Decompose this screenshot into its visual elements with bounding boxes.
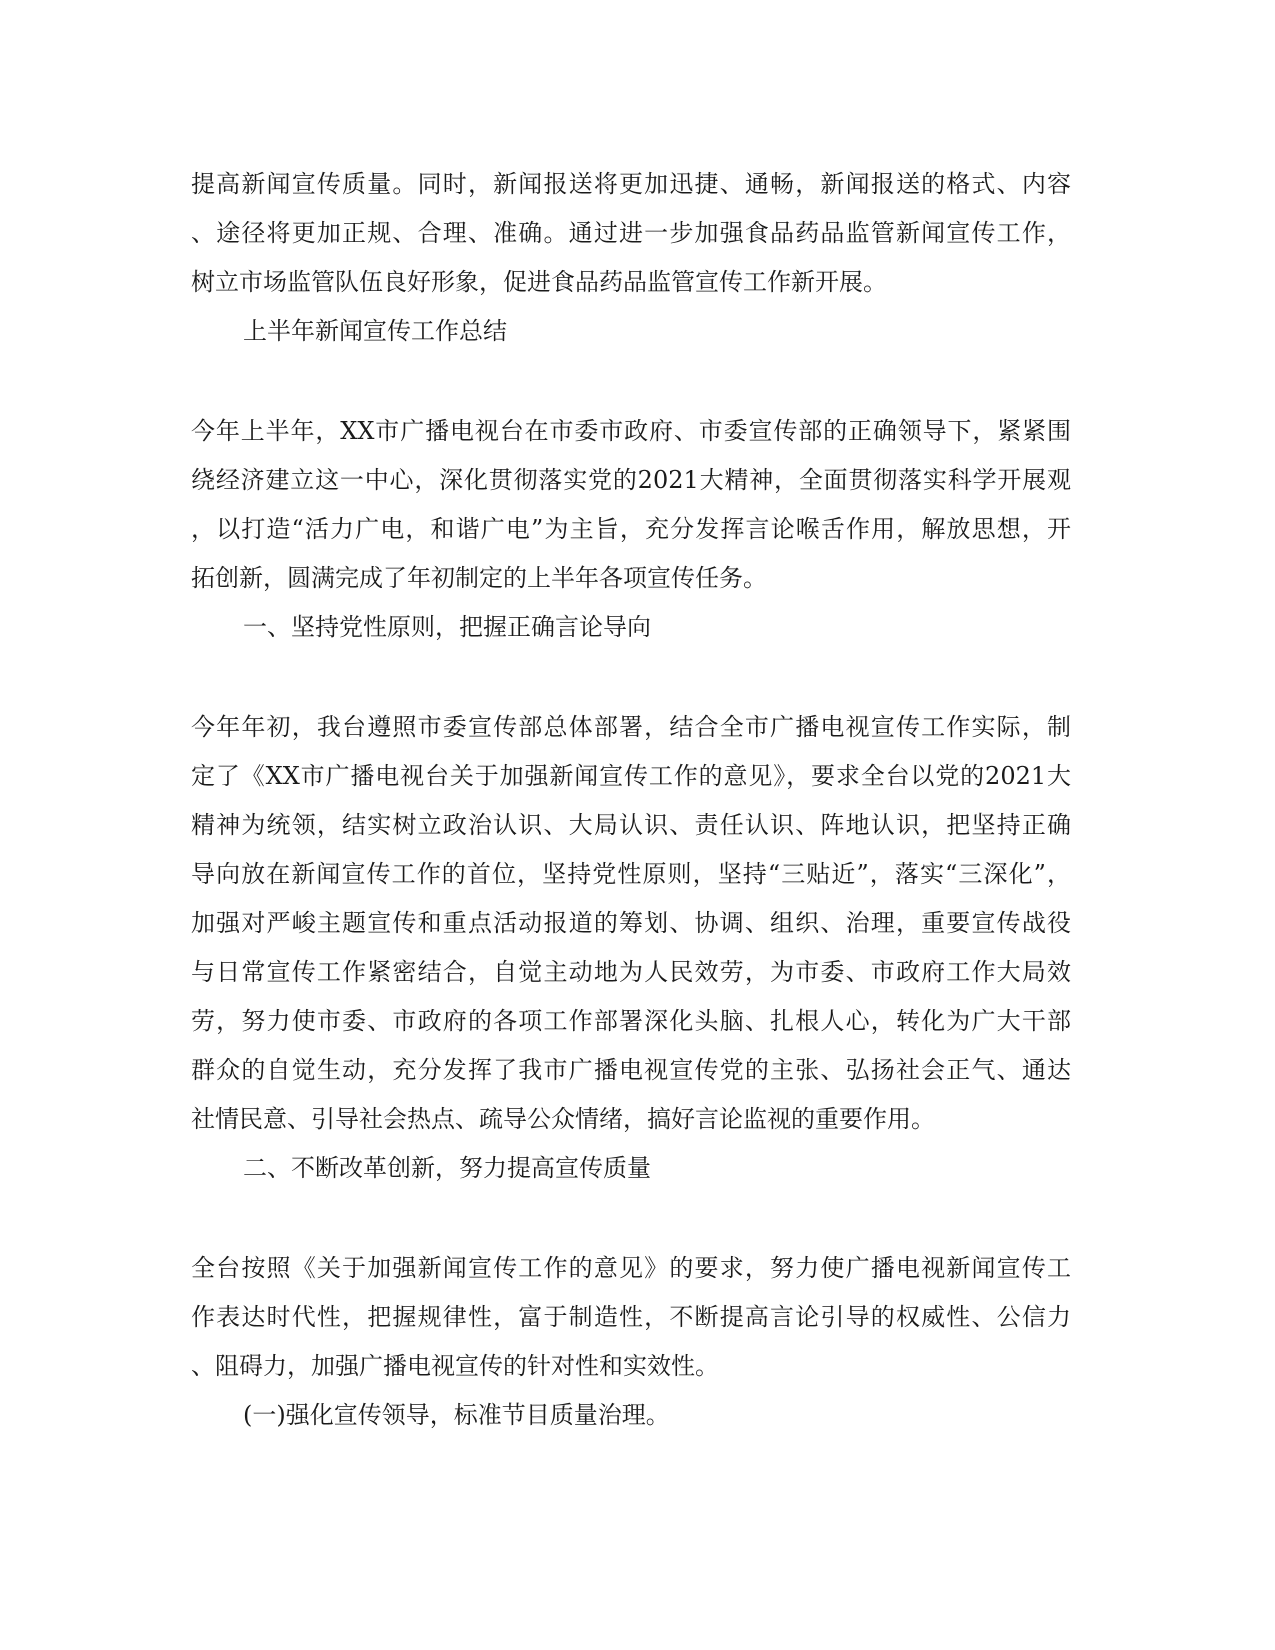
- section-heading-summary: 上半年新闻宣传工作总结: [243, 317, 507, 345]
- text-line: 作表达时代性，把握规律性，富于制造性，不断提高言论引导的权威性、公信力: [191, 1303, 1071, 1331]
- text-line: 提高新闻宣传质量。同时，新闻报送将更加迅捷、通畅，新闻报送的格式、内容: [191, 170, 1071, 198]
- text-line: 今年年初，我台遵照市委宣传部总体部署，结合全市广播电视宣传工作实际，制: [191, 713, 1071, 741]
- spacer: [191, 356, 1071, 407]
- subsection-heading-one: (一)强化宣传领导，标准节目质量治理。: [243, 1401, 670, 1429]
- text-line: 绕经济建立这一中心，深化贯彻落实党的2021大精神，全面贯彻落实科学开展观: [191, 466, 1071, 494]
- text-line: 导向放在新闻宣传工作的首位，坚持党性原则，坚持“三贴近”，落实“三深化”，: [191, 860, 1071, 888]
- text-line: 今年上半年，XX市广播电视台在市委市政府、市委宣传部的正确领导下，紧紧围: [191, 417, 1071, 445]
- text-line: 加强对严峻主题宣传和重点活动报道的筹划、协调、组织、治理，重要宣传战役: [191, 909, 1071, 937]
- paragraph-intro-continuation: [191, 160, 1071, 307]
- spacer: [191, 1193, 1071, 1244]
- text-line: 与日常宣传工作紧密结合，自觉主动地为人民效劳，为市委、市政府工作大局效: [191, 958, 1071, 986]
- document-body: [191, 160, 1071, 1440]
- text-line: 树立市场监管队伍良好形象，促进食品药品监管宣传工作新开展。: [191, 268, 887, 296]
- text-line: 全台按照《关于加强新闻宣传工作的意见》的要求，努力使广播电视新闻宣传工: [191, 1254, 1071, 1282]
- paragraph-section-one: [191, 703, 1071, 1144]
- spacer: [191, 652, 1071, 703]
- text-line: 拓创新，圆满完成了年初制定的上半年各项宣传任务。: [191, 564, 767, 592]
- text-line: 、阻碍力，加强广播电视宣传的针对性和实效性。: [191, 1352, 719, 1380]
- section-heading-two: 二、不断改革创新，努力提高宣传质量: [243, 1154, 651, 1182]
- text-line: 、途径将更加正规、合理、准确。通过进一步加强食品药品监管新闻宣传工作，: [191, 219, 1071, 247]
- paragraph-section-two: [191, 1244, 1071, 1391]
- section-heading-one: 一、坚持党性原则，把握正确言论导向: [243, 613, 651, 641]
- text-line: 定了《XX市广播电视台关于加强新闻宣传工作的意见》，要求全台以党的2021大: [191, 762, 1071, 790]
- paragraph-overview: [191, 407, 1071, 603]
- text-line: 群众的自觉生动，充分发挥了我市广播电视宣传党的主张、弘扬社会正气、通达: [191, 1056, 1071, 1084]
- text-line: 社情民意、引导社会热点、疏导公众情绪，搞好言论监视的重要作用。: [191, 1105, 935, 1133]
- text-line: ，以打造“活力广电，和谐广电”为主旨，充分发挥言论喉舌作用，解放思想，开: [191, 515, 1071, 543]
- text-line: 精神为统领，结实树立政治认识、大局认识、责任认识、阵地认识，把坚持正确: [191, 811, 1071, 839]
- text-line: 劳，努力使市委、市政府的各项工作部署深化头脑、扎根人心，转化为广大干部: [191, 1007, 1071, 1035]
